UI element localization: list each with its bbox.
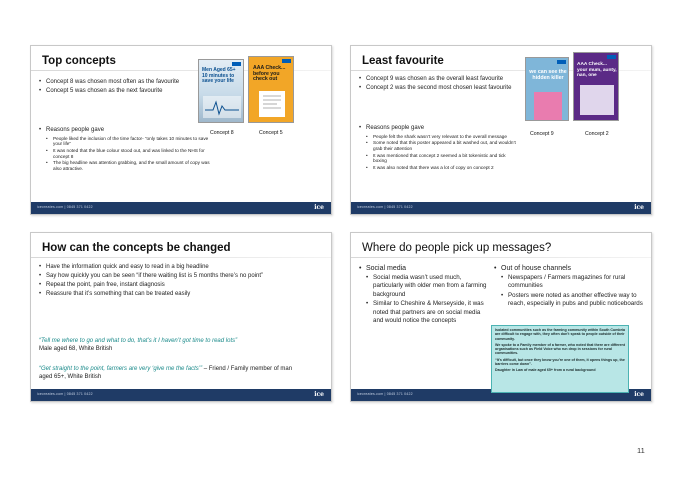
nhs-logo xyxy=(282,59,291,63)
sub-item: • Similar to Cheshire & Merseyside, it was noted that partners are on social media and would notice the concepts xyxy=(366,300,489,325)
poster-text: AAA Check... before you check out xyxy=(253,65,286,83)
sub-list xyxy=(501,274,646,309)
sub-item: • The big headline was attention grabbing, and the small amount of copy was also attractive. xyxy=(46,160,214,171)
bullet-item xyxy=(39,127,214,172)
title-divider xyxy=(31,257,331,258)
sub-item: • Social media wasn’t used much, particularly with older men from a farming background xyxy=(366,274,489,299)
footer-logo: ice xyxy=(314,204,324,211)
slide-title: Where do people pick up messages? xyxy=(362,242,552,254)
footer-logo: ice xyxy=(314,391,324,398)
poster-text: we can see the hidden killer xyxy=(529,69,567,81)
bullet-item: • Concept 9 was chosen as the overall least favourite xyxy=(359,76,519,84)
quote-block-1 xyxy=(39,338,324,353)
bullet-item: • Concept 8 was chosen most often as the favourite xyxy=(39,79,214,87)
bullet-item xyxy=(494,264,646,309)
callout-paragraph: Daughter in Law of male aged 65+ from a rural background xyxy=(495,368,596,373)
callout-paragraph: “It’s difficult, but once they know you’re one of them, it opens things up, the barriers come down”. xyxy=(495,357,625,367)
footer-logo: ice xyxy=(634,204,644,211)
bullet-list xyxy=(39,264,324,300)
out-of-house-list xyxy=(494,264,646,310)
title-divider xyxy=(351,257,651,258)
slide-footer xyxy=(31,389,331,401)
footer-text: icecreates.com | 0845 371 0422 xyxy=(357,205,413,209)
bullet-item: • Have the information quick and easy to read in a big headline xyxy=(39,264,324,272)
slide-footer xyxy=(351,202,651,214)
footer-text: icecreates.com | 0845 371 0422 xyxy=(37,205,93,209)
caption-concept-5: Concept 5 xyxy=(259,130,283,136)
slide-title: How can the concepts be changed xyxy=(42,242,231,254)
sub-item: • Newspapers / Farmers magazines for rural communities xyxy=(501,274,646,291)
reasons-list xyxy=(359,125,519,172)
poster-text: AAA Check... your mum, aunty, nan, one xyxy=(577,62,617,79)
footer-text: icecreates.com | 0845 371 0422 xyxy=(37,392,93,396)
quote-text: “Tell me where to go and what to do, that’s it I haven’t got time to read lots” xyxy=(39,338,238,344)
bullet-list xyxy=(39,79,214,97)
reasons-heading: Reasons people gave xyxy=(46,127,105,133)
sub-item: • Some noted that this poster appeared a bit washed out, and wouldn’t grab their attention xyxy=(366,140,519,151)
bullet-item xyxy=(359,125,519,171)
bullet-item: • Concept 5 was chosen as the next favourite xyxy=(39,88,214,96)
sub-item: • It was noted that the blue colour stood out, and was linked to the NHS for concept 8 xyxy=(46,148,214,159)
bullet-list xyxy=(359,76,519,94)
poster-text: Men Aged 65+ 10 minutes to save your life xyxy=(202,67,236,85)
sub-list xyxy=(366,134,519,171)
caption-concept-8: Concept 8 xyxy=(210,130,234,136)
sub-list xyxy=(46,136,214,172)
poster-image-block xyxy=(580,85,614,115)
quote-block-2 xyxy=(39,366,299,381)
callout-paragraph: We spoke to a Family member of a farmer, who noted that there are different organisations such as Field Voice who run drop in sessions for rural communities. xyxy=(495,342,625,356)
page-number: 11 xyxy=(637,446,645,455)
concept-9-poster xyxy=(525,57,569,121)
sub-list xyxy=(366,274,489,326)
quote-text: “Get straight to the point, farmers are very ‘give me the facts’” xyxy=(39,366,203,372)
heartbeat-graphic xyxy=(203,96,241,118)
bullet-item: • Reassure that it’s something that can be treated easily xyxy=(39,291,324,299)
slide-how-changed xyxy=(30,232,332,402)
sub-item: • Posters were noted as another effective way to reach, especially in pubs and public noticeboards xyxy=(501,292,646,309)
column-heading: Social media xyxy=(366,265,407,272)
slide-title: Least favourite xyxy=(362,55,444,67)
reasons-heading: Reasons people gave xyxy=(366,125,425,131)
bullet-item: • Concept 2 was the second most chosen least favourite xyxy=(359,85,519,93)
concept-2-poster xyxy=(573,52,619,121)
bullet-item: • Repeat the point, pain free, instant diagnosis xyxy=(39,282,324,290)
caption-concept-9: Concept 9 xyxy=(530,131,554,137)
column-heading: Out of house channels xyxy=(501,265,572,272)
caption-concept-2: Concept 2 xyxy=(585,131,609,137)
callout-box xyxy=(491,325,629,393)
quote-attribution: Male aged 68, White British xyxy=(39,345,113,352)
callout-paragraph: Isolated communities such as the farming community within South Cumbria are difficult to engage with, they often don’t speak to people outside of their community. xyxy=(495,328,625,341)
concept-5-poster xyxy=(248,56,294,123)
nhs-logo xyxy=(232,62,241,66)
receipt-graphic xyxy=(255,91,289,117)
sub-item: • People liked the inclusion of the time factor- “only takes 10 minutes to save your life” xyxy=(46,136,214,147)
nhs-logo xyxy=(607,55,616,59)
slide-title: Top concepts xyxy=(42,55,116,67)
bullet-item: • Say how quickly you can be seen “if there waiting list is 5 months there’s no point” xyxy=(39,273,324,281)
footer-text: icecreates.com | 0845 371 0422 xyxy=(357,392,413,396)
footer-logo: ice xyxy=(634,391,644,398)
social-media-list xyxy=(359,264,489,327)
slide-footer xyxy=(31,202,331,214)
nhs-logo xyxy=(557,60,566,64)
bullet-item xyxy=(359,264,489,326)
quote-attribution: – Friend / Family member of man aged 65+, White British xyxy=(39,366,293,380)
sub-item: • It was also noted that there was a lot of copy on concept 2 xyxy=(366,165,519,171)
poster-image-block xyxy=(534,92,562,120)
reasons-list xyxy=(39,127,214,173)
sub-item: • People felt the shark wasn’t very relevant to the overall message xyxy=(366,134,519,140)
concept-8-poster xyxy=(198,59,244,123)
sub-item: • It was mentioned that concept 2 seemed a bit tokenistic and tick boxing xyxy=(366,153,519,164)
